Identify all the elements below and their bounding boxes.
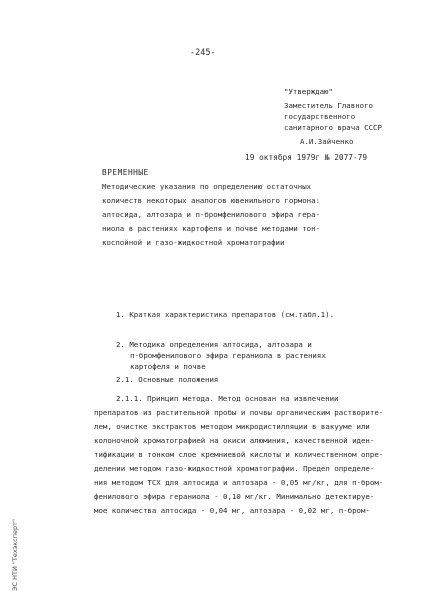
approval-line: санитарного врача СССР (284, 123, 382, 132)
title-line: кослойной и газо-жидкостной хроматографии (102, 238, 285, 247)
page-number: -245- (190, 48, 216, 58)
approval-signatory: А.И.Зайченко (300, 137, 354, 146)
section-1-heading: 1. Краткая характеристика препаратов (см.табл.1). (116, 310, 335, 319)
section-2-line: 2. Методика определения алтосида, алтозара и (116, 340, 312, 349)
section-2-line: п-бромфенилового эфира гераниола в растениях (130, 351, 326, 360)
approval-line: Заместитель Главного (284, 101, 373, 110)
decree-number: 19 октября 1979г № 2077-79 (245, 153, 368, 162)
title-line: алтосида, алтозара и п-бромфенилового эфира гера- (102, 210, 321, 219)
paragraph-line: лем, очистке экстрактов методом микродистилляции в вакууме или (94, 422, 370, 431)
paragraph-line: препаратов из растительной пробы и почвы органическим растворите- (94, 408, 384, 417)
section-2-1-heading: 2.1. Основные положения (116, 375, 219, 384)
paragraph-line: колоночной хроматографией на окиси алюминия, качественной иден- (94, 436, 375, 445)
temporary-label: ВРЕМЕННЫЕ (102, 168, 149, 177)
paragraph-line: делении методом газо-жидкостной хроматографии. Предел определе- (94, 464, 375, 473)
paragraph-line: ния методом ТСХ для алтосида и алтозара - 0,05 мг/кг, для п-бром- (94, 478, 384, 487)
side-watermark: ЭС НТИ "Техэксперт" (11, 519, 19, 591)
title-line: Методические указания по определению остаточных (102, 182, 312, 191)
paragraph-line: 2.1.1. Принцип метода. Метод основан на извлечении (116, 394, 339, 403)
section-2-line: картофеля и почве (130, 362, 206, 371)
paragraph-line: тификации в тонком слое кремниевой кислоты и количественном опре- (94, 450, 384, 459)
approval-line: государственного (284, 112, 356, 121)
paragraph-line: мое количества алтосида - 0,04 мг, алтозара - 0,02 мг, п-бром- (94, 506, 370, 515)
approval-title: "Утверждаю" (284, 87, 333, 96)
paragraph-line: фенилового эфира гераниола - 0,10 мг/кг. Минимально детектируе- (94, 492, 375, 501)
title-line: количеств некоторых аналогов ювенильного гормона: (102, 196, 321, 205)
title-line: ниола в растениях картофеля и почве методами тон- (102, 224, 321, 233)
